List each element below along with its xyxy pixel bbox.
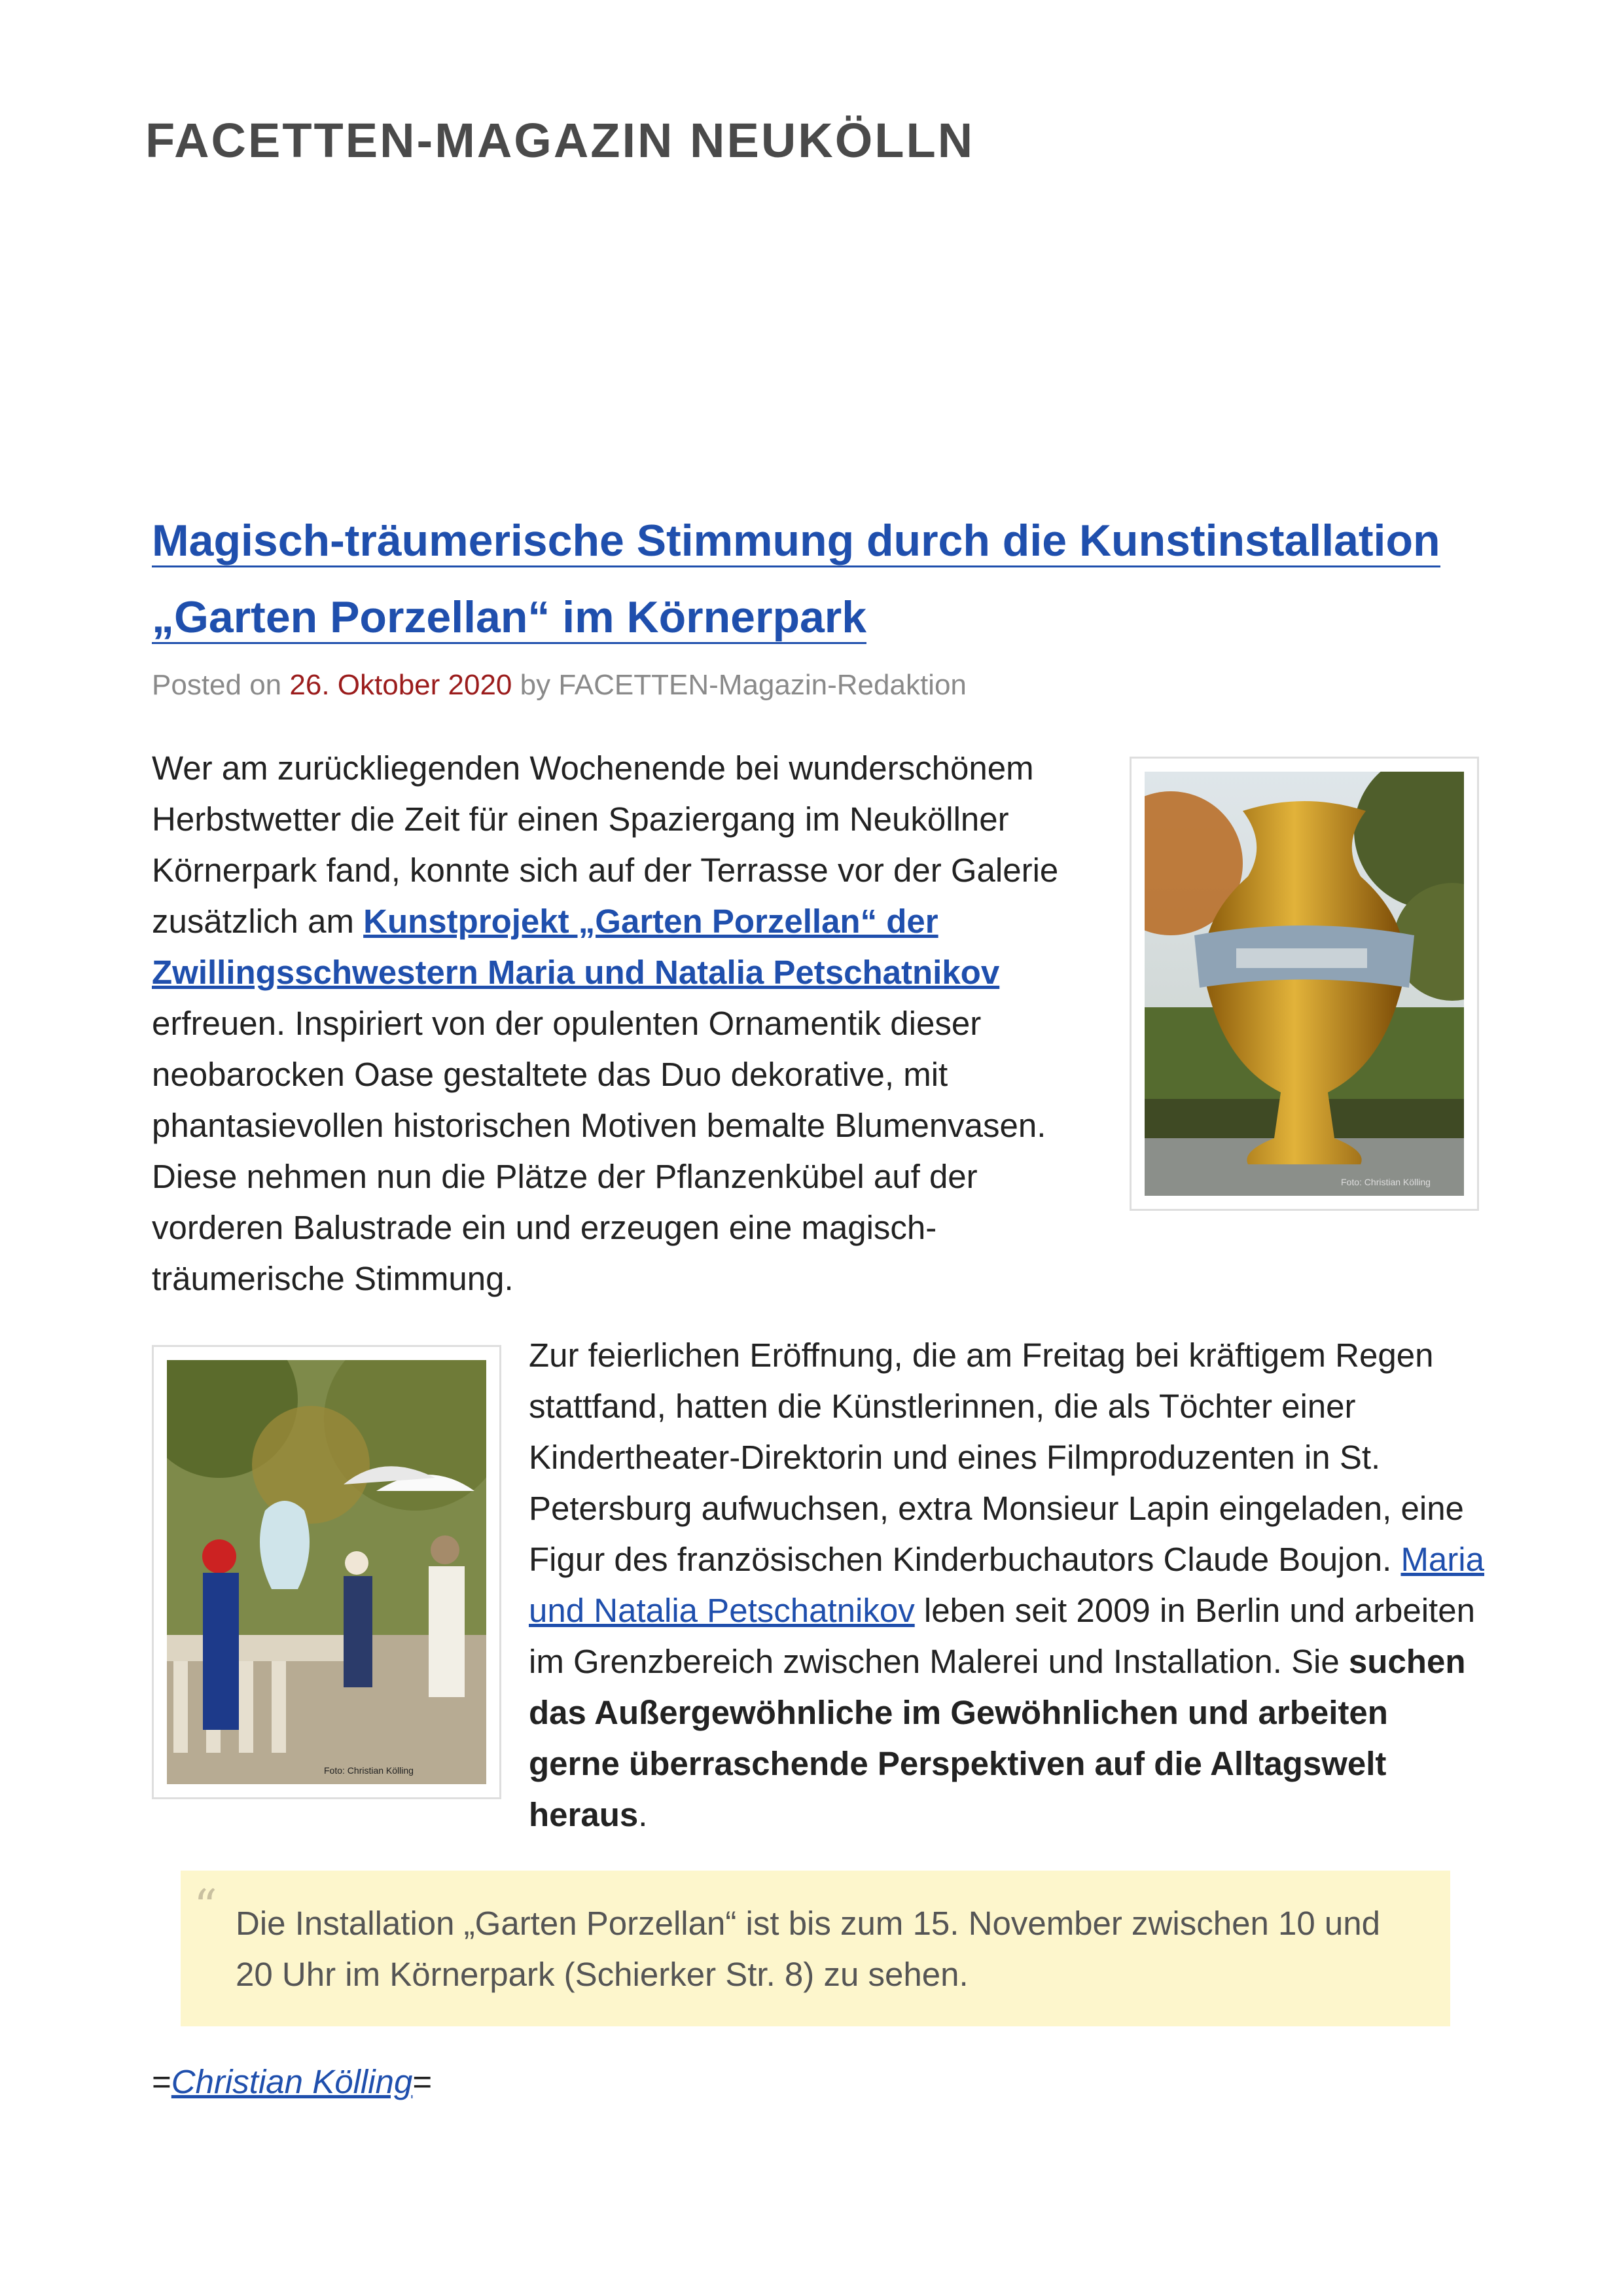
kunstprojekt-link[interactable]: Kunstprojekt „Garten Porzellan“ der Zwillingsschwestern Maria und Natalia Petschatnikov [152,903,1000,991]
paragraph-2-bold: suchen das Außergewöhnliche im Gewöhnlichen und arbeiten gerne überraschende Perspektiven auf die Alltagswelt heraus [529,1643,1466,1833]
petschatnikov-link[interactable]: Maria und Natalia Petschatnikov [529,1541,1484,1629]
posted-on-label: Posted on [152,669,282,701]
paragraph-1-text-a: Wer am zurückliegenden Wochenende bei wunderschönem Herbstwetter die Zeit für einen Spaziergang im Neuköllner Körnerpark fand, konnte sich auf der Terrasse vor der Galerie zusätzlich am [152,749,1059,940]
paragraph-2-text-c: . [638,1796,648,1833]
signature-suffix: = [412,2063,433,2100]
post-meta [152,669,967,702]
paragraph-2-text-a: Zur feierlichen Eröffnung, die am Freitag bei kräftigem Regen stattfand, hatten die Künstlerinnen, die als Töchter einer Kindertheater-Direktorin und eines Filmproduzenten in St. Petersburg aufwuchsen, extra Monsieur Lapin eingeladen, eine Figur des französischen Kinderbuchautors Claude Boujon. [529,1336,1464,1578]
signature-author-link[interactable]: Christian Kölling [171,2063,413,2100]
article-paragraph-1 [152,743,1107,1304]
vase-photo-image [1145,772,1464,1196]
post-date[interactable]: 26. Oktober 2020 [289,669,512,701]
signature-prefix: = [152,2063,171,2100]
opening-photo-credit: Foto: Christian Kölling [324,1765,414,1776]
signature [152,2056,432,2108]
quote-mark-icon: “ [194,1880,217,1933]
post-title-link[interactable]: Magisch-träumerische Stimmung durch die Kunstinstallation „Garten Porzellan“ im Körnerpark [152,516,1440,644]
vase-photo-credit: Foto: Christian Kölling [1341,1177,1431,1187]
paragraph-2-text-b: leben seit 2009 in Berlin und arbeiten im Grenzbereich zwischen Malerei und Installation. Sie [529,1592,1475,1680]
post-author[interactable]: FACETTEN-Magazin-Redaktion [558,669,967,701]
by-label: by [520,669,551,701]
paragraph-1-text-b: erfreuen. Inspiriert von der opulenten Ornamentik dieser neobarocken Oase gestaltete das Duo dekorative, mit phantasievollen historischen Motiven bemalte Blumenvasen. Diese nehmen nun die Plätze der Pflanzenkübel auf der vorderen Balustrade ein und erzeugen eine magisch-träumerische Stimmung. [152,1005,1046,1297]
blockquote [181,1871,1450,2026]
opening-photo[interactable] [152,1345,501,1799]
site-title[interactable]: FACETTEN-MAGAZIN NEUKÖLLN [145,113,975,168]
quote-text: Die Installation „Garten Porzellan“ ist bis zum 15. November zwischen 10 und 20 Uhr im Körnerpark (Schierker Str. 8) zu sehen. [236,1905,1380,1993]
vase-photo[interactable] [1130,757,1479,1211]
article-paragraph-2 [529,1330,1484,1840]
opening-photo-image [167,1360,486,1784]
post-title [152,503,1487,656]
